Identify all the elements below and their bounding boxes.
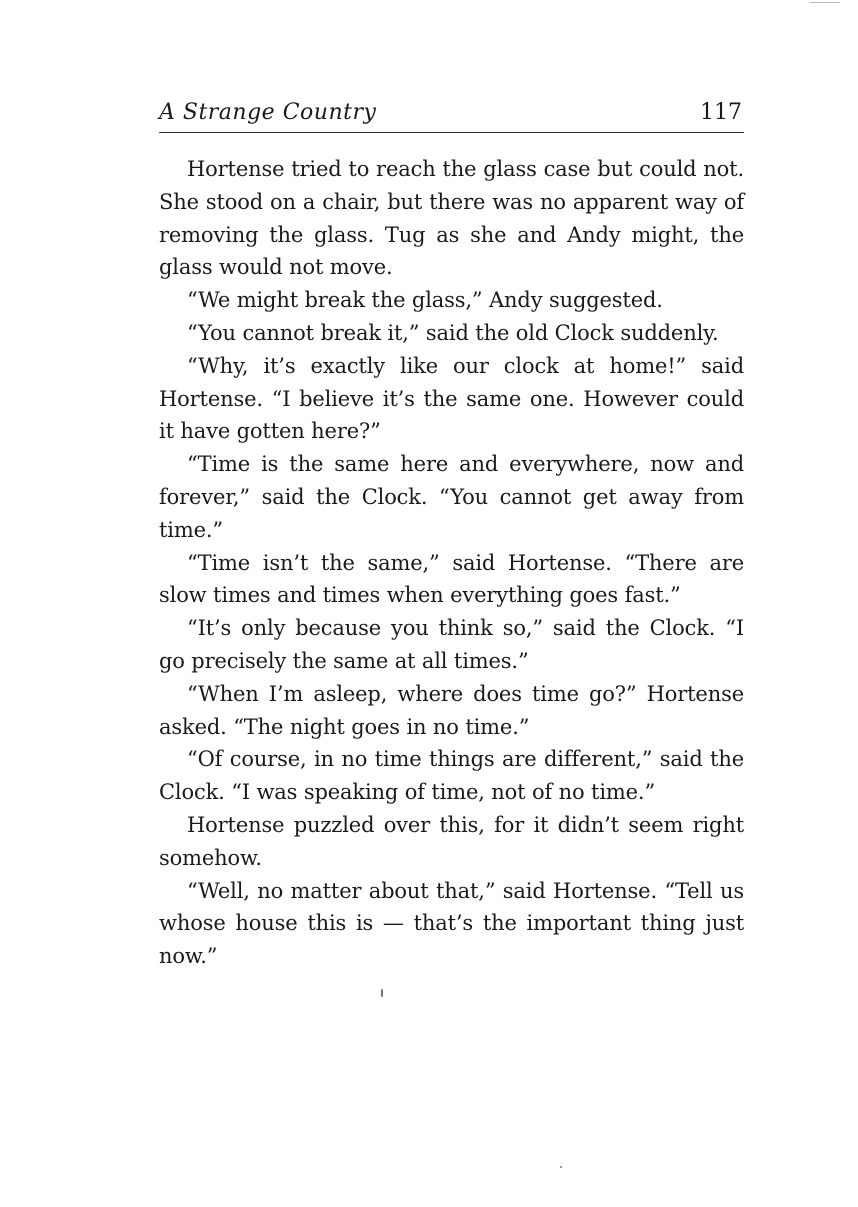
page-header [159, 96, 744, 133]
paragraph: “You cannot break it,” said the old Clock suddenly. [187, 320, 719, 345]
body-text [159, 153, 744, 973]
paragraph: “Why, it’s exactly like our clock at home!” said Hortense. “I believe it’s the same one. However could it have gotten here?” [159, 353, 744, 444]
paragraph: “When I’m asleep, where does time go?” Hortense asked. “The night goes in no time.” [159, 681, 744, 739]
scan-speck [381, 989, 383, 997]
scan-speck [810, 2, 840, 3]
paragraph: “It’s only because you think so,” said the Clock. “I go precisely the same at all times.” [159, 616, 744, 673]
paragraph: Hortense tried to reach the glass case but could not. She stood on a chair, but there was no apparent way of removing the glass. Tug as she and Andy might, the glass would not move. [159, 157, 744, 280]
scan-speck [560, 1166, 562, 1168]
running-head: A Strange Country [159, 100, 377, 125]
paragraph: Hortense puzzled over this, for it didn’t seem right somehow. [159, 812, 744, 870]
book-page [159, 96, 744, 973]
paragraph: “Well, no matter about that,” said Hortense. “Tell us whose house this is — that’s the important thing just now.” [159, 878, 744, 969]
paragraph: “Time isn’t the same,” said Hortense. “There are slow times and times when everything goes fast.” [159, 550, 744, 608]
page-number: 117 [700, 100, 742, 125]
paragraph: “We might break the glass,” Andy suggested. [187, 288, 663, 313]
paragraph: “Of course, in no time things are different,” said the Clock. “I was speaking of time, not of no time.” [159, 747, 744, 805]
paragraph: “Time is the same here and everywhere, now and forever,” said the Clock. “You cannot get away from time.” [159, 452, 744, 542]
